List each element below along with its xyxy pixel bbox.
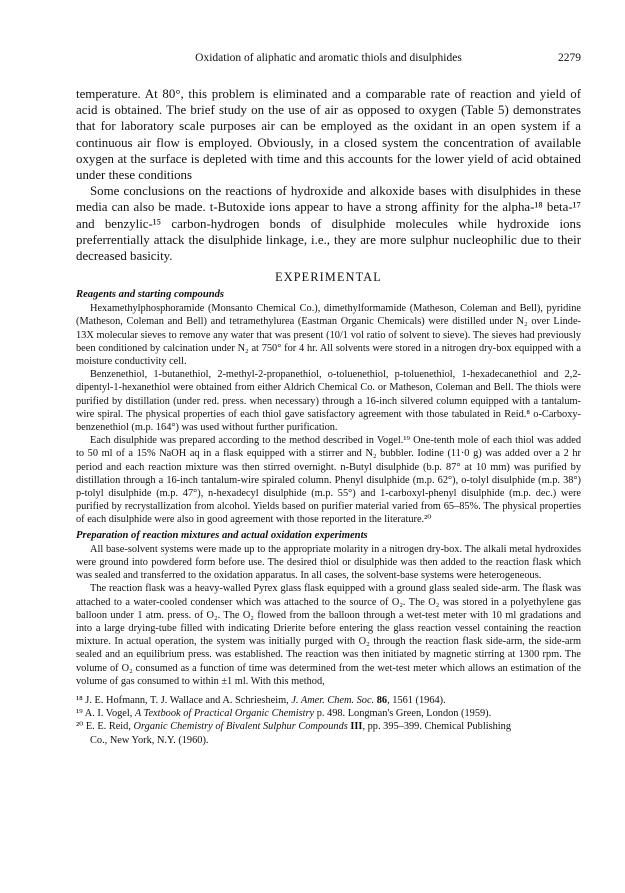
discussion-section [76,86,581,264]
footnote: ¹⁸ J. E. Hofmann, T. J. Wallace and A. Schriesheim, J. Amer. Chem. Soc. 86, 1561 (1964). [76,694,446,706]
body-paragraph: All base-solvent systems were made up to the appropriate molarity in a nitrogen dry-box. The alkali metal hydroxides were ground into powdered form before use. The desired thiol or disulphide was then added to the reaction flask which was sealed and transferred to the oxidation apparatus. In all cases, the solvent-base systems were heterogeneous. [76,543,581,582]
footnote: ²⁰ E. E. Reid, Organic Chemistry of Bivalent Sulphur Compounds III, pp. 395–399. Chemical Publishing [76,721,511,733]
experimental-section [76,289,581,688]
discussion-paragraph: Some conclusions on the reactions of hydroxide and alkoxide bases with disulphides in these media can also be made. t-Butoxide ions appear to have a strong affinity for the alpha-¹⁸ beta-¹⁷ and benzylic-¹⁵ carbon-hydrogen bonds of disulphide molecules while hydroxide ions preferrentially attack the disulphide linkage, i.e., they are more sulphur nucleophilic due to their decreased basicity. [76,184,581,264]
running-title: Oxidation of aliphatic and aromatic thiols and disulphides [195,52,462,64]
footnote: ¹⁹ A. I. Vogel, A Textbook of Practical Organic Chemistry p. 498. Longman's Green, London (1959). [76,708,492,720]
body-paragraph: Benzenethiol, 1-butanethiol, 2-methyl-2-propanethiol, o-toluenethiol, p-toluenethiol, 1-hexadecanethiol and 2,2-dipentyl-1-hexanethiol were obtained from either Aldrich Chemical Co. or Matheson, Coleman and Bell. The thiols were purified by distillation (under red. press. when necessary) through a 16-inch silvered column equipped with a tantalum-wire spiral. The physical properties of each thiol gave satisfactory agreement with those tabulated in Reid.⁸ o-Carboxy-benzenethiol (m.p. 164°) was used without further purification. [76,369,581,434]
page-body [76,86,581,747]
body-paragraph: Each disulphide was prepared according to the method described in Vogel.¹⁹ One-tenth mole of each thiol was added to 50 ml of a 15% NaOH aq in a flask equipped with a stirrer and N₂ bubbler. Iodine (11·0 g) was added over a 2 hr period and each reaction mixture was then stirred overnight. n-Butyl disulphide (b.p. 87° at 10 mm) was purified by distillation through a 16-inch tantalum-wire spiraled column. Phenyl disulphide (m.p. 62°), o-tolyl disulphide (m.p. 38°) p-tolyl disulphide (m.p. 47°), n-hexadecyl disulphide (m.p. 55°) and 1-carboxyl-phenyl disulphide (m.p. dec.) were purified by recrystallization from alcohol. Yields based on purifier material varied from 65–85%. The physical properties of each disulphide were also in good agreement with those reported in the literature.²⁰ [76,435,581,526]
footnote-number: ¹⁸ [76,694,83,706]
footnote-number: ²⁰ [76,721,84,733]
page-number: 2279 [558,52,581,64]
footnote-continuation: Co., New York, N.Y. (1960). [90,734,209,746]
subsection-heading: Reagents and starting compounds [76,289,225,301]
section-heading: EXPERIMENTAL [275,270,382,285]
discussion-paragraph: temperature. At 80°, this problem is eliminated and a comparable rate of reaction and yield of acid is obtained. The brief study on the use of air as opposed to oxygen (Table 5) demonstrates that for laboratory scale purposes air can be employed as the oxidant in an open system if a continuous air flow is employed. Obviously, in a closed system the concentration of available oxygen at the surface is depleted with time and this accounts for the lower yield of acid obtained under these conditions [76,87,581,183]
running-header [76,52,581,68]
footnote-number: ¹⁹ [76,708,83,720]
body-paragraph: Hexamethylphosphoramide (Monsanto Chemical Co.), dimethylformamide (Matheson, Coleman and Bell), pyridine (Matheson, Coleman and Bell) and tetramethylurea (Eastman Organic Chemicals) were distilled under N₂ over Linde-13X molecular sieves to remove any water that was present (10/1 vol ratio of solvent to sieve). The sieves had previously been conditioned by calcination under N₂ at 750° for 4 hr. All solvents were stored in a nitrogen dry-box equipped with a moisture conductivity cell. [76,303,581,368]
footnotes [76,694,581,747]
body-paragraph: The reaction flask was a heavy-walled Pyrex glass flask equipped with a ground glass sealed side-arm. The flask was attached to a water-cooled condenser which was attached to the source of O₂. The O₂ was stored in a polyethylene gas balloon under 1 atm. press. of O₂. The O₂ flowed from the balloon through a wet-test meter with 10 ml gradations and into a large drying-tube filled with indicating Drierite before entering the glass reaction vessel containing the reaction mixture. In actual operation, the system was initially purged with O₂ through the reaction flask side-arm, the side-arm sealed and an equilibrium press. was established. The reaction was then initiated by magnetic stirring at 1300 rpm. The volume of O₂ consumed as a function of time was determined from the wet-test meter which allows an estimation of the volume of gas consumed to within ±1 ml. With this method, [76,583,581,687]
subsection-heading: Preparation of reaction mixtures and actual oxidation experiments [76,529,368,541]
